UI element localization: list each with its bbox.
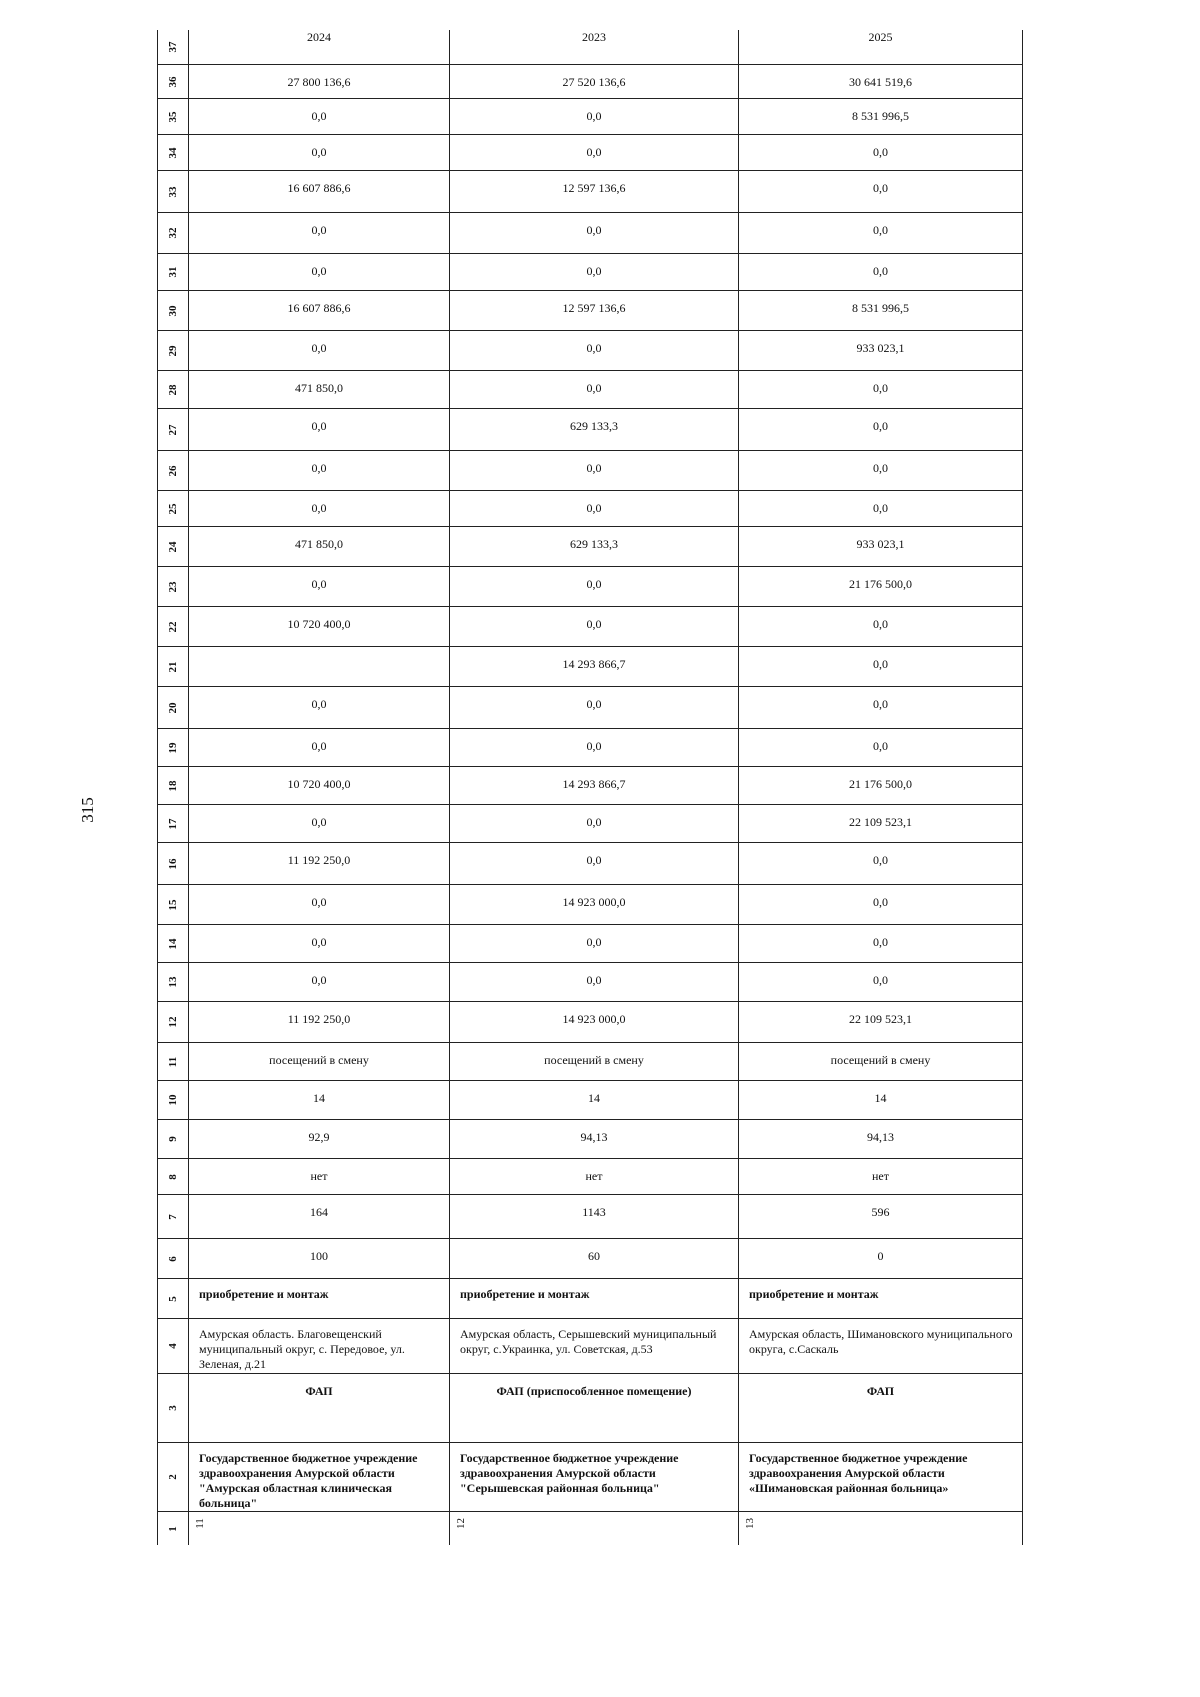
row-number: 24 xyxy=(157,527,189,566)
cell-col-3: 21 176 500,0 xyxy=(739,767,1023,804)
table-row-2 xyxy=(157,1442,1023,1511)
row-number: 18 xyxy=(157,767,189,804)
cell-col-3: 14 xyxy=(739,1081,1023,1119)
cell-col-1: 11 192 250,0 xyxy=(189,843,450,884)
table-row-23 xyxy=(157,566,1023,606)
cell-col-3: приобретение и монтаж xyxy=(739,1279,1023,1318)
cell-col-2: 14 293 866,7 xyxy=(450,767,739,804)
cell-col-2: 0,0 xyxy=(450,99,739,134)
cell-col-3: 0 xyxy=(739,1239,1023,1278)
cell-col-2: 12 xyxy=(450,1512,739,1545)
cell-col-1: Государственное бюджетное учреждение здравоохранения Амурской области "Амурская областная клиническая больница" xyxy=(189,1443,450,1511)
cell-col-3: 13 xyxy=(739,1512,1023,1545)
cell-col-2: Государственное бюджетное учреждение здравоохранения Амурской области "Серышевская районная больница" xyxy=(450,1443,739,1511)
row-number: 28 xyxy=(157,371,189,408)
table-row-18 xyxy=(157,766,1023,804)
row-number: 11 xyxy=(157,1043,189,1080)
cell-col-1: 27 800 136,6 xyxy=(189,65,450,98)
row-number: 25 xyxy=(157,491,189,526)
cell-col-2: 14 923 000,0 xyxy=(450,885,739,924)
table-row-37 xyxy=(157,30,1023,64)
cell-col-2: 0,0 xyxy=(450,331,739,370)
cell-col-2: 0,0 xyxy=(450,135,739,170)
table-row-19 xyxy=(157,728,1023,766)
cell-col-2: посещений в смену xyxy=(450,1043,739,1080)
cell-col-1: 14 xyxy=(189,1081,450,1119)
cell-col-3: 0,0 xyxy=(739,925,1023,962)
cell-col-2: 0,0 xyxy=(450,213,739,253)
row-number: 35 xyxy=(157,99,189,134)
row-number: 13 xyxy=(157,963,189,1001)
cell-col-2: 14 293 866,7 xyxy=(450,647,739,686)
cell-col-2: 12 597 136,6 xyxy=(450,171,739,212)
row-number: 23 xyxy=(157,567,189,606)
cell-col-1: 0,0 xyxy=(189,213,450,253)
cell-col-1: приобретение и монтаж xyxy=(189,1279,450,1318)
row-number: 36 xyxy=(157,65,189,98)
cell-col-2: ФАП (приспособленное помещение) xyxy=(450,1374,739,1442)
cell-col-1: 2024 xyxy=(189,30,450,64)
cell-col-1: 0,0 xyxy=(189,491,450,526)
cell-col-2: приобретение и монтаж xyxy=(450,1279,739,1318)
table-row-3 xyxy=(157,1373,1023,1442)
cell-col-1: 0,0 xyxy=(189,331,450,370)
row-number: 31 xyxy=(157,254,189,290)
cell-col-2: 60 xyxy=(450,1239,739,1278)
cell-col-3: 0,0 xyxy=(739,687,1023,728)
cell-col-3: 30 641 519,6 xyxy=(739,65,1023,98)
cell-col-2: 0,0 xyxy=(450,687,739,728)
cell-col-3: 0,0 xyxy=(739,729,1023,766)
cell-col-1: 471 850,0 xyxy=(189,527,450,566)
row-number: 26 xyxy=(157,451,189,490)
cell-col-3: 0,0 xyxy=(739,647,1023,686)
row-number: 3 xyxy=(157,1374,189,1442)
row-number: 16 xyxy=(157,843,189,884)
cell-col-3: 0,0 xyxy=(739,491,1023,526)
row-number: 20 xyxy=(157,687,189,728)
cell-col-2: 0,0 xyxy=(450,371,739,408)
row-number: 6 xyxy=(157,1239,189,1278)
table-row-21 xyxy=(157,646,1023,686)
cell-col-2: 0,0 xyxy=(450,729,739,766)
cell-col-3: Амурская область, Шимановского муниципального округа, с.Саскаль xyxy=(739,1319,1023,1373)
cell-col-1: 0,0 xyxy=(189,451,450,490)
cell-col-1: Амурская область. Благовещенский муниципальный округ, с. Передовое, ул. Зеленая, д.21 xyxy=(189,1319,450,1373)
cell-col-3: Государственное бюджетное учреждение здравоохранения Амурской области «Шимановская районная больница» xyxy=(739,1443,1023,1511)
table-row-36 xyxy=(157,64,1023,98)
cell-col-3: 94,13 xyxy=(739,1120,1023,1158)
cell-col-2: 27 520 136,6 xyxy=(450,65,739,98)
cell-col-3: 0,0 xyxy=(739,963,1023,1001)
row-number: 1 xyxy=(157,1512,189,1545)
cell-col-2: 0,0 xyxy=(450,843,739,884)
table-row-30 xyxy=(157,290,1023,330)
row-number: 30 xyxy=(157,291,189,330)
cell-col-3: 0,0 xyxy=(739,409,1023,450)
row-number: 32 xyxy=(157,213,189,253)
table-row-11 xyxy=(157,1042,1023,1080)
table-row-29 xyxy=(157,330,1023,370)
table-row-12 xyxy=(157,1001,1023,1042)
table-row-24 xyxy=(157,526,1023,566)
cell-col-2: 629 133,3 xyxy=(450,527,739,566)
cell-col-3: 0,0 xyxy=(739,451,1023,490)
cell-col-1: 11 192 250,0 xyxy=(189,1002,450,1042)
cell-col-3: 22 109 523,1 xyxy=(739,1002,1023,1042)
table-row-7 xyxy=(157,1194,1023,1238)
cell-col-3: ФАП xyxy=(739,1374,1023,1442)
cell-col-2: 0,0 xyxy=(450,451,739,490)
row-number: 14 xyxy=(157,925,189,962)
cell-col-1: 164 xyxy=(189,1195,450,1238)
table-row-4 xyxy=(157,1318,1023,1373)
cell-col-1: 0,0 xyxy=(189,567,450,606)
cell-col-2: 0,0 xyxy=(450,254,739,290)
cell-col-3: 22 109 523,1 xyxy=(739,805,1023,842)
row-number: 12 xyxy=(157,1002,189,1042)
cell-col-3: 0,0 xyxy=(739,371,1023,408)
cell-col-1: 0,0 xyxy=(189,409,450,450)
cell-col-2: 14 xyxy=(450,1081,739,1119)
cell-col-2: нет xyxy=(450,1159,739,1194)
cell-col-1 xyxy=(189,647,450,686)
table-row-20 xyxy=(157,686,1023,728)
cell-col-1: 100 xyxy=(189,1239,450,1278)
cell-col-3: 0,0 xyxy=(739,885,1023,924)
table-row-13 xyxy=(157,962,1023,1001)
table-row-28 xyxy=(157,370,1023,408)
table-row-5 xyxy=(157,1278,1023,1318)
row-number: 9 xyxy=(157,1120,189,1158)
table-row-27 xyxy=(157,408,1023,450)
data-table xyxy=(157,30,1023,1688)
cell-col-2: 0,0 xyxy=(450,963,739,1001)
table-row-8 xyxy=(157,1158,1023,1194)
table-row-15 xyxy=(157,884,1023,924)
cell-col-1: 471 850,0 xyxy=(189,371,450,408)
cell-col-2: 12 597 136,6 xyxy=(450,291,739,330)
cell-col-2: 14 923 000,0 xyxy=(450,1002,739,1042)
cell-col-2: 0,0 xyxy=(450,491,739,526)
cell-col-1: 0,0 xyxy=(189,729,450,766)
cell-col-2: 0,0 xyxy=(450,567,739,606)
cell-col-1: 0,0 xyxy=(189,963,450,1001)
row-number: 17 xyxy=(157,805,189,842)
cell-col-1: 10 720 400,0 xyxy=(189,607,450,646)
row-number: 15 xyxy=(157,885,189,924)
cell-col-3: 21 176 500,0 xyxy=(739,567,1023,606)
cell-col-3: 0,0 xyxy=(739,171,1023,212)
cell-col-3: 0,0 xyxy=(739,254,1023,290)
cell-col-2: 0,0 xyxy=(450,805,739,842)
cell-col-3: 596 xyxy=(739,1195,1023,1238)
table-row-6 xyxy=(157,1238,1023,1278)
table-row-22 xyxy=(157,606,1023,646)
row-number: 21 xyxy=(157,647,189,686)
table-row-16 xyxy=(157,842,1023,884)
row-number: 10 xyxy=(157,1081,189,1119)
row-number: 19 xyxy=(157,729,189,766)
table-row-10 xyxy=(157,1080,1023,1119)
table-row-31 xyxy=(157,253,1023,290)
row-number: 4 xyxy=(157,1319,189,1373)
cell-col-1: 0,0 xyxy=(189,885,450,924)
cell-col-3: 0,0 xyxy=(739,607,1023,646)
row-number: 27 xyxy=(157,409,189,450)
table-row-14 xyxy=(157,924,1023,962)
cell-col-1: нет xyxy=(189,1159,450,1194)
cell-col-1: 0,0 xyxy=(189,135,450,170)
table-row-17 xyxy=(157,804,1023,842)
cell-col-3: посещений в смену xyxy=(739,1043,1023,1080)
cell-col-2: 629 133,3 xyxy=(450,409,739,450)
table-row-9 xyxy=(157,1119,1023,1158)
cell-col-1: 0,0 xyxy=(189,254,450,290)
cell-col-1: 0,0 xyxy=(189,99,450,134)
cell-col-2: 94,13 xyxy=(450,1120,739,1158)
cell-col-1: 16 607 886,6 xyxy=(189,171,450,212)
cell-col-3: 933 023,1 xyxy=(739,527,1023,566)
cell-col-3: 2025 xyxy=(739,30,1023,64)
cell-col-1: 11 xyxy=(189,1512,450,1545)
cell-col-1: 10 720 400,0 xyxy=(189,767,450,804)
cell-col-1: 16 607 886,6 xyxy=(189,291,450,330)
table-row-25 xyxy=(157,490,1023,526)
row-number: 34 xyxy=(157,135,189,170)
cell-col-2: 2023 xyxy=(450,30,739,64)
cell-col-3: нет xyxy=(739,1159,1023,1194)
cell-col-2: 0,0 xyxy=(450,607,739,646)
cell-col-1: посещений в смену xyxy=(189,1043,450,1080)
row-number: 2 xyxy=(157,1443,189,1511)
table-row-33 xyxy=(157,170,1023,212)
cell-col-2: 0,0 xyxy=(450,925,739,962)
row-number: 29 xyxy=(157,331,189,370)
cell-col-1: 0,0 xyxy=(189,925,450,962)
cell-col-3: 0,0 xyxy=(739,213,1023,253)
cell-col-3: 0,0 xyxy=(739,843,1023,884)
page-number: 315 xyxy=(78,797,97,823)
table-row-35 xyxy=(157,98,1023,134)
row-number: 37 xyxy=(157,30,189,64)
cell-col-1: 0,0 xyxy=(189,687,450,728)
table-row-34 xyxy=(157,134,1023,170)
table-row-32 xyxy=(157,212,1023,253)
row-number: 22 xyxy=(157,607,189,646)
row-number: 8 xyxy=(157,1159,189,1194)
cell-col-2: 1143 xyxy=(450,1195,739,1238)
cell-col-1: 92,9 xyxy=(189,1120,450,1158)
cell-col-3: 8 531 996,5 xyxy=(739,99,1023,134)
row-number: 7 xyxy=(157,1195,189,1238)
row-number: 33 xyxy=(157,171,189,212)
cell-col-3: 933 023,1 xyxy=(739,331,1023,370)
cell-col-3: 0,0 xyxy=(739,135,1023,170)
table-row-26 xyxy=(157,450,1023,490)
table-row-1 xyxy=(157,1511,1023,1545)
cell-col-1: 0,0 xyxy=(189,805,450,842)
cell-col-2: Амурская область, Серышевский муниципальный округ, с.Украинка, ул. Советская, д.53 xyxy=(450,1319,739,1373)
row-number: 5 xyxy=(157,1279,189,1318)
cell-col-1: ФАП xyxy=(189,1374,450,1442)
cell-col-3: 8 531 996,5 xyxy=(739,291,1023,330)
